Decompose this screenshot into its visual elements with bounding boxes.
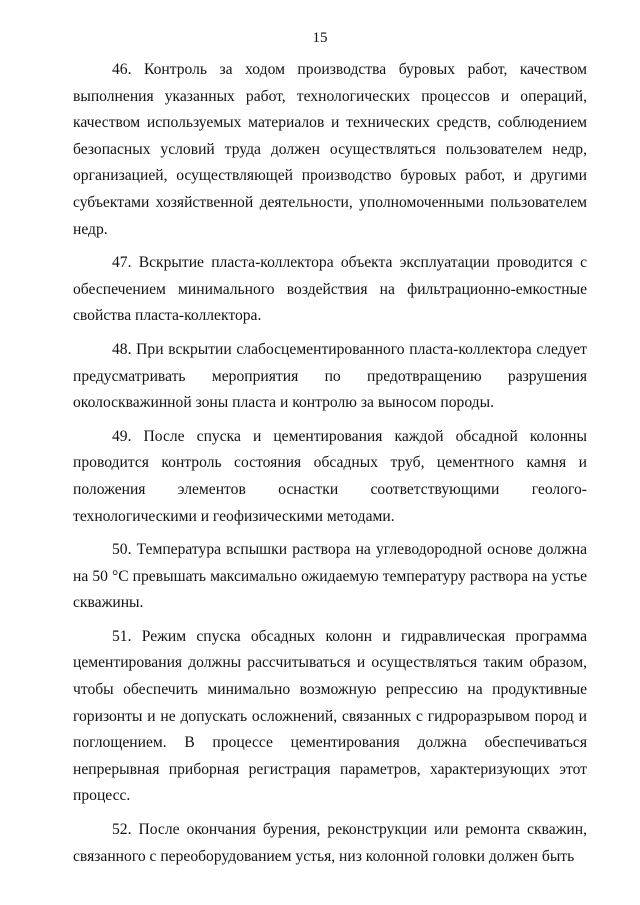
document-body [73, 57, 587, 876]
paragraph-51: 51. Режим спуска обсадных колонн и гидравлическая программа цементирования должны рассчитываться и осуществляться таким образом, чтобы обеспечить минимально возможную репрессию на продуктивные горизонты и не допускать осложнений, связанных с гидроразрывом пород и поглощением. В процессе цементирования должна обеспечиваться непрерывная приборная регистрация параметров, характеризующих этот процесс. [73, 627, 587, 805]
paragraph-47: 47. Вскрытие пласта-коллектора объекта эксплуатации проводится с обеспечением минимального воздействия на фильтрационно-емкостные свойства пласта-коллектора. [73, 254, 587, 325]
paragraph-48: 48. При вскрытии слабосцементированного пласта-коллектора следует предусматривать мероприятия по предотвращению разрушения околоскважинной зоны пласта и контролю за выносом породы. [73, 340, 587, 412]
page-number: 15 [312, 30, 328, 46]
paragraph-50: 50. Температура вспышки раствора на углеводородной основе должна на 50 °С превышать максимально ожидаемую температуру раствора на устье скважины. [73, 541, 587, 612]
paragraph-46: 46. Контроль за ходом производства буровых работ, качеством выполнения указанных работ, технологических процессов и операций, качеством используемых материалов и технических средств, соблюдением безопасных условий труда должен осуществляться пользователем недр, организацией, осуществляющей производство буровых работ, и другими субъектами хозяйственной деятельности, уполномоченными пользователем недр. [73, 61, 587, 238]
paragraph-49: 49. После спуска и цементирования каждой обсадной колонны проводится контроль состояния обсадных труб, цементного камня и положения элементов оснастки соответствующими геолого-технологическими и геофизическими методами. [73, 427, 587, 525]
paragraph-52: 52. После окончания бурения, реконструкции или ремонта скважин, связанного с переоборудованием устья, низ колонной головки должен быть [73, 821, 587, 865]
